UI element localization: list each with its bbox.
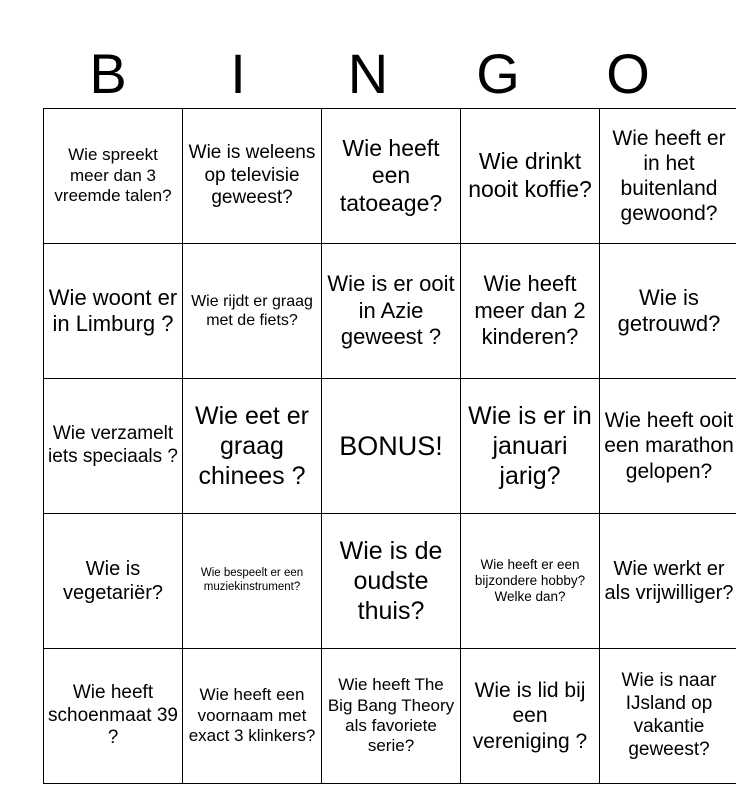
bingo-cell: Wie is lid bij een vereniging ? bbox=[461, 649, 600, 784]
bingo-cell: Wie werkt er als vrijwilliger? bbox=[600, 514, 736, 649]
bingo-cell: Wie rijdt er graag met de fiets? bbox=[183, 244, 322, 379]
bingo-cell: Wie is weleens op televisie geweest? bbox=[183, 109, 322, 244]
bingo-cell: Wie woont er in Limburg ? bbox=[44, 244, 183, 379]
bingo-cell: Wie drinkt nooit koffie? bbox=[461, 109, 600, 244]
bingo-cell: Wie is er ooit in Azie geweest ? bbox=[322, 244, 461, 379]
bingo-cell: Wie heeft een voornaam met exact 3 klinkers? bbox=[183, 649, 322, 784]
bingo-free-space: BONUS! bbox=[322, 379, 461, 514]
bingo-cell: Wie spreekt meer dan 3 vreemde talen? bbox=[44, 109, 183, 244]
header-letter-b: B bbox=[89, 42, 127, 105]
bingo-cell: Wie is naar IJsland op vakantie geweest? bbox=[600, 649, 736, 784]
bingo-cell: Wie is getrouwd? bbox=[600, 244, 736, 379]
bingo-row-3 bbox=[44, 379, 736, 514]
bingo-cell: Wie heeft schoenmaat 39 ? bbox=[44, 649, 183, 784]
bingo-cell: Wie heeft meer dan 2 kinderen? bbox=[461, 244, 600, 379]
bingo-cell: Wie is de oudste thuis? bbox=[322, 514, 461, 649]
header-letter-n: N bbox=[347, 42, 389, 105]
bingo-cell: Wie eet er graag chinees ? bbox=[183, 379, 322, 514]
bingo-cell: Wie is vegetariër? bbox=[44, 514, 183, 649]
bingo-cell: Wie verzamelt iets speciaals ? bbox=[44, 379, 183, 514]
bingo-cell: Wie bespeelt er een muziekinstrument? bbox=[183, 514, 322, 649]
bingo-cell: Wie heeft er in het buitenland gewoond? bbox=[600, 109, 736, 244]
bingo-cell: Wie heeft er een bijzondere hobby? Welke dan? bbox=[461, 514, 600, 649]
bingo-row-2 bbox=[44, 244, 736, 379]
bingo-row-5 bbox=[44, 649, 736, 784]
header-letter-g: G bbox=[476, 42, 520, 105]
bingo-cell: Wie is er in januari jarig? bbox=[461, 379, 600, 514]
bingo-cell: Wie heeft The Big Bang Theory als favoriete serie? bbox=[322, 649, 461, 784]
bingo-card bbox=[43, 108, 736, 784]
bingo-cell: Wie heeft ooit een marathon gelopen? bbox=[600, 379, 736, 514]
bingo-header bbox=[43, 40, 693, 108]
bingo-row-1 bbox=[44, 109, 736, 244]
header-letter-o: O bbox=[606, 42, 650, 105]
header-letter-i: I bbox=[230, 42, 246, 105]
bingo-row-4 bbox=[44, 514, 736, 649]
bingo-cell: Wie heeft een tatoeage? bbox=[322, 109, 461, 244]
